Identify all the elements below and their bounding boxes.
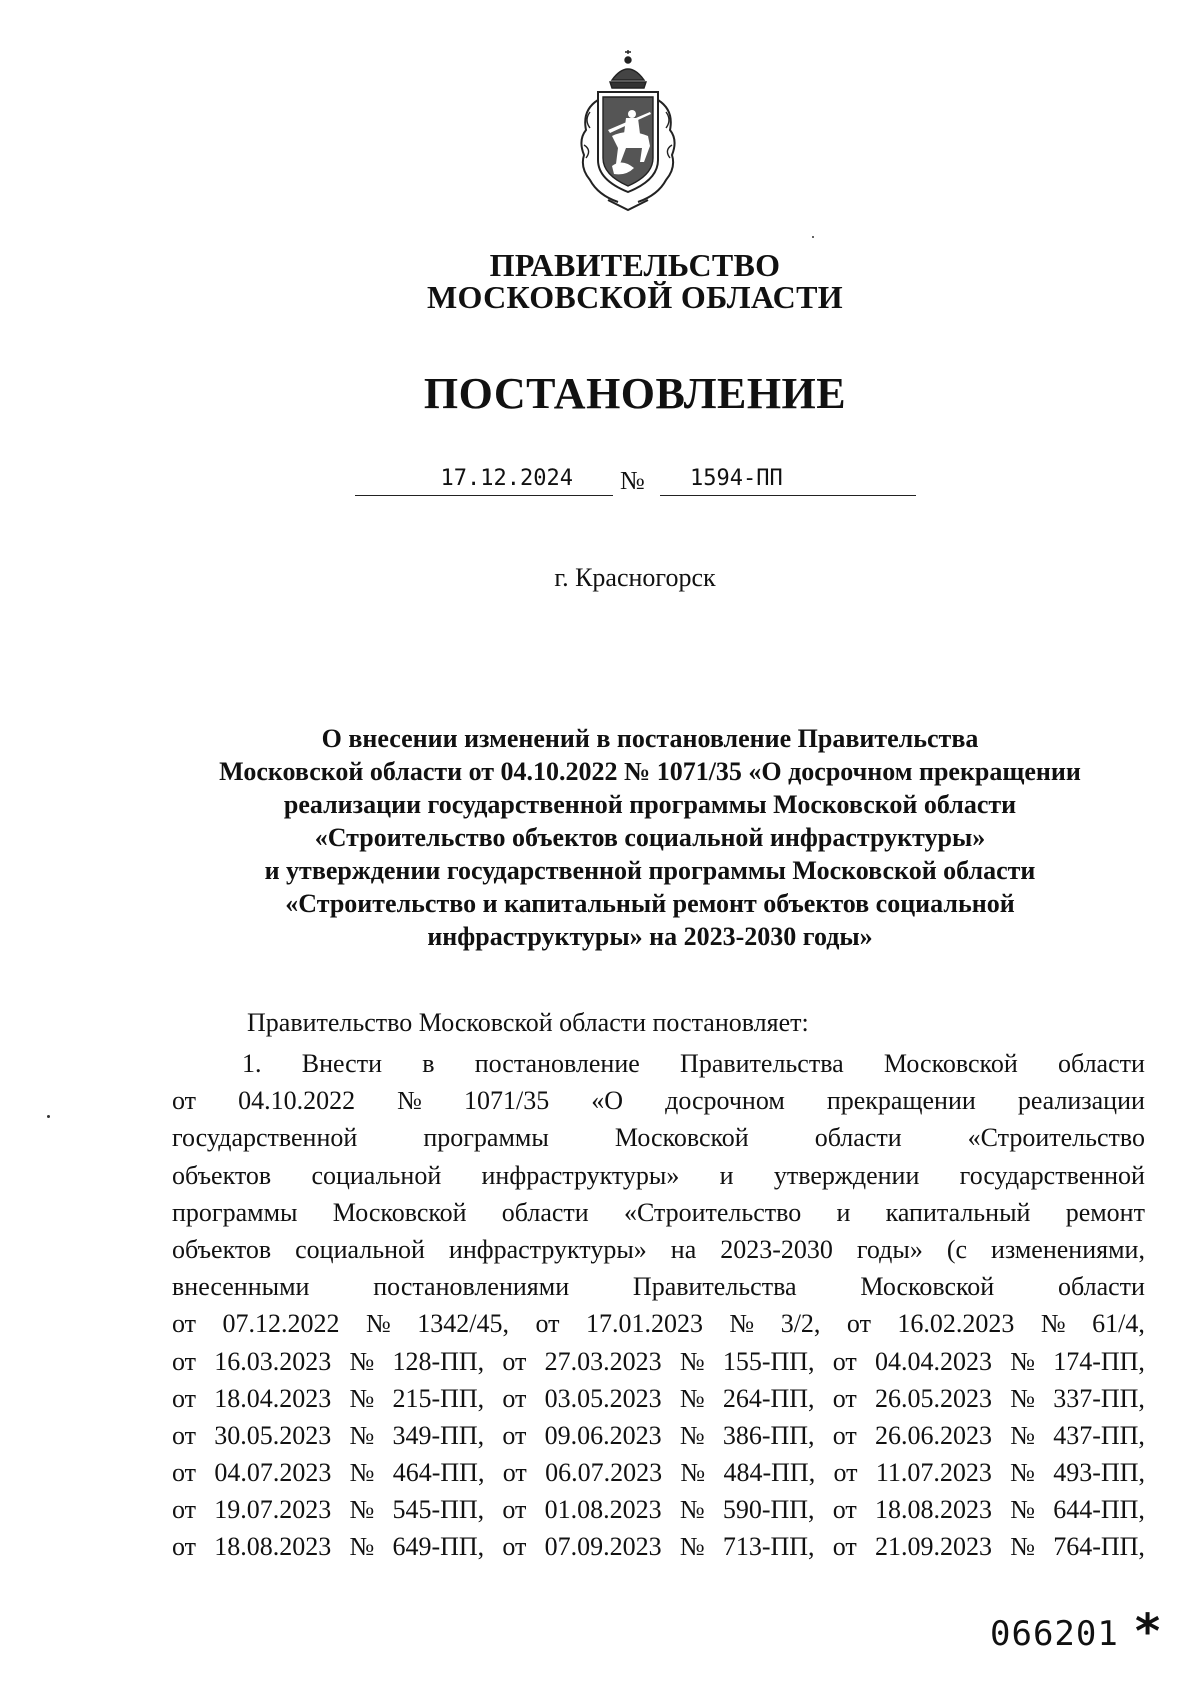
body-word: от [833,1458,858,1488]
body-word: 04.04.2023 [874,1346,992,1376]
title-line: реализации государственной программы Московской области [283,790,1017,819]
body-word: от [172,1495,197,1525]
body-word: 17.01.2023 [585,1309,703,1339]
body-word: № [1010,1383,1035,1413]
body-word: 437-ПП, [1053,1420,1145,1450]
body-line [172,1268,1145,1305]
title-line: Московской области от 04.10.2022 № 1071/35 «О досрочном прекращении [219,757,1081,786]
body-line [172,1119,1145,1156]
body-word: № [1010,1532,1035,1562]
body-word: реализации [1017,1086,1145,1116]
body-word: 337-ПП, [1053,1383,1145,1413]
preamble-text: Правительство Московской области постановляет: [247,1008,809,1037]
body-word: 04.07.2023 [214,1458,332,1488]
organization-name-line-1: ПРАВИТЕЛЬСТВО [489,247,781,283]
scan-speck [812,236,814,238]
body-word: 18.04.2023 [214,1383,332,1413]
body-word: 545-ПП, [392,1495,485,1525]
body-word: программы [423,1123,549,1153]
body-word: от [172,1086,197,1116]
body-word: от [502,1532,527,1562]
body-word: внесенными [172,1272,310,1302]
body-word: 16.03.2023 [214,1346,332,1376]
document-title [150,722,1150,953]
body-word: от [172,1458,197,1488]
body-word: «Строительство [967,1123,1145,1153]
body-word: № [1040,1309,1066,1339]
body-word: Московской [332,1197,467,1227]
body-word: 07.09.2023 [544,1532,662,1562]
body-word: 30.05.2023 [214,1420,332,1450]
body-word: 386-ПП, [722,1420,815,1450]
body-word: № [1010,1495,1035,1525]
body-word: от [832,1495,857,1525]
body-word: 09.06.2023 [544,1420,662,1450]
body-word: от [502,1458,527,1488]
body-word: от [502,1383,527,1413]
body-line [172,1528,1145,1565]
body-word: от [535,1309,560,1339]
body-word: от [172,1383,197,1413]
body-word: № [397,1086,422,1116]
body-word: 18.08.2023 [214,1532,332,1562]
body-word: от [172,1346,197,1376]
body-word: 26.06.2023 [874,1420,992,1450]
body-word: годы» [856,1234,923,1264]
body-word: 21.09.2023 [874,1532,992,1562]
coat-of-arms-emblem [568,50,688,215]
body-word: Правительства [680,1049,844,1078]
document-serial-number: 066201 [990,1614,1119,1654]
body-word: от [172,1532,197,1562]
body-word: 174-ПП, [1053,1346,1145,1376]
body-line [172,1305,1145,1342]
body-word: 1. [242,1049,262,1078]
body-word: постановлениями [373,1272,570,1302]
number-sign: № [620,466,645,495]
body-word: № [729,1309,755,1339]
body-word: 03.05.2023 [544,1383,662,1413]
document-date: 17.12.2024 [355,464,613,496]
body-word: № [365,1309,391,1339]
body-word: от [172,1420,197,1450]
body-word: объектов [172,1234,272,1264]
body-word: 26.05.2023 [874,1383,992,1413]
city-of-issue: г. Красногорск [554,563,716,592]
body-word: 01.08.2023 [544,1495,662,1525]
body-word: № [349,1532,375,1562]
body-word: 1342/45, [417,1309,509,1339]
body-word: Московской [860,1272,995,1302]
body-word: 493-ПП, [1053,1458,1145,1488]
body-word: области [814,1123,902,1153]
body-word: «О [591,1086,624,1116]
body-word: № [679,1346,705,1376]
body-word: № [680,1458,706,1488]
body-word: № [349,1346,375,1376]
body-line [172,1417,1145,1454]
body-word: 484-ПП, [723,1458,816,1488]
body-word: 215-ПП, [392,1383,485,1413]
body-word: области [1058,1272,1145,1302]
body-word: от [172,1309,197,1339]
body-word: 264-ПП, [722,1383,815,1413]
body-word: от [832,1383,857,1413]
body-word: 3/2, [780,1309,821,1339]
body-word: инфраструктуры» [448,1234,647,1264]
body-word: от [502,1346,527,1376]
body-line [172,1082,1145,1119]
body-word: в [422,1049,435,1078]
body-word: Московской [883,1049,1018,1078]
body-line [172,1045,1145,1082]
body-line [172,1343,1145,1380]
body-word: № [679,1532,705,1562]
body-word: социальной [311,1160,442,1190]
body-word: 764-ПП, [1053,1532,1145,1562]
body-word: Внести [301,1049,382,1078]
body-line [172,1491,1145,1528]
body-word: 128-ПП, [392,1346,485,1376]
body-word: 07.12.2022 [222,1309,340,1339]
body-word: изменениями, [991,1234,1145,1264]
body-word: 713-ПП, [722,1532,815,1562]
document-type-heading: ПОСТАНОВЛЕНИЕ [423,369,847,418]
body-word: 1071/35 [463,1086,550,1116]
body-word: государственной [959,1160,1145,1190]
body-word: № [679,1383,705,1413]
body-word: социальной [295,1234,425,1264]
body-word: от [832,1346,857,1376]
body-word: на [670,1234,697,1264]
body-word: ремонт [1065,1197,1145,1227]
body-word: и [836,1197,851,1227]
body-line [172,1157,1145,1194]
body-word: от [502,1495,527,1525]
body-word: № [349,1383,375,1413]
body-word: № [1010,1420,1035,1450]
body-word: № [679,1420,705,1450]
body-word: 2023-2030 [720,1234,833,1264]
body-word: «Строительство [623,1197,802,1227]
body-word: от [846,1309,871,1339]
body-word: Правительства [632,1272,797,1302]
body-word: программы [172,1197,298,1227]
body-word: прекращении [826,1086,976,1116]
body-word: области [501,1197,589,1227]
body-word: 649-ПП, [392,1532,485,1562]
body-line [172,1231,1145,1268]
body-word: № [349,1420,375,1450]
organization-name-line-2: МОСКОВСКОЙ ОБЛАСТИ [427,279,843,315]
body-word: 349-ПП, [392,1420,485,1450]
body-word: утверждении [773,1160,920,1190]
body-line [172,1454,1145,1491]
body-word: 18.08.2023 [874,1495,992,1525]
body-word: 155-ПП, [722,1346,815,1376]
body-word: от [832,1532,857,1562]
body-word: объектов [172,1160,272,1190]
title-line: «Строительство объектов социальной инфраструктуры» [314,823,986,852]
body-paragraph [172,1045,1145,1566]
body-word: № [679,1495,705,1525]
title-line: «Строительство и капитальный ремонт объектов социальной [285,889,1015,918]
body-word: 04.10.2022 [238,1086,356,1116]
body-word: № [1010,1346,1035,1376]
body-word: (с [946,1234,968,1264]
body-word: 464-ПП, [392,1458,485,1488]
document-number: 1594-ПП [660,464,916,496]
body-word: от [502,1420,527,1450]
body-word: 06.07.2023 [545,1458,663,1488]
body-word: области [1058,1049,1145,1078]
body-word: капитальный [885,1197,1031,1227]
serial-asterisk-mark: * [1135,1604,1161,1660]
body-word: постановление [474,1049,640,1078]
title-line: и утверждении государственной программы Московской области [264,856,1036,885]
body-word: 11.07.2023 [875,1458,992,1488]
body-word: № [349,1458,375,1488]
title-line: О внесении изменений в постановление Правительства [321,724,979,753]
body-word: 61/4, [1092,1309,1145,1339]
scan-speck [47,1115,50,1118]
body-word: 19.07.2023 [214,1495,332,1525]
body-word: и [719,1160,734,1190]
body-word: № [349,1495,375,1525]
body-line [172,1380,1145,1417]
body-word: от [832,1420,857,1450]
body-line [172,1194,1145,1231]
body-word: 644-ПП, [1053,1495,1145,1525]
body-word: Московской [614,1123,749,1153]
body-word: 590-ПП, [722,1495,815,1525]
title-line: инфраструктуры» на 2023-2030 годы» [427,922,873,951]
body-word: досрочном [665,1086,785,1116]
body-word: инфраструктуры» [481,1160,680,1190]
body-word: 16.02.2023 [897,1309,1015,1339]
body-word: 27.03.2023 [544,1346,662,1376]
body-word: государственной [172,1123,358,1153]
body-word: № [1010,1458,1035,1488]
